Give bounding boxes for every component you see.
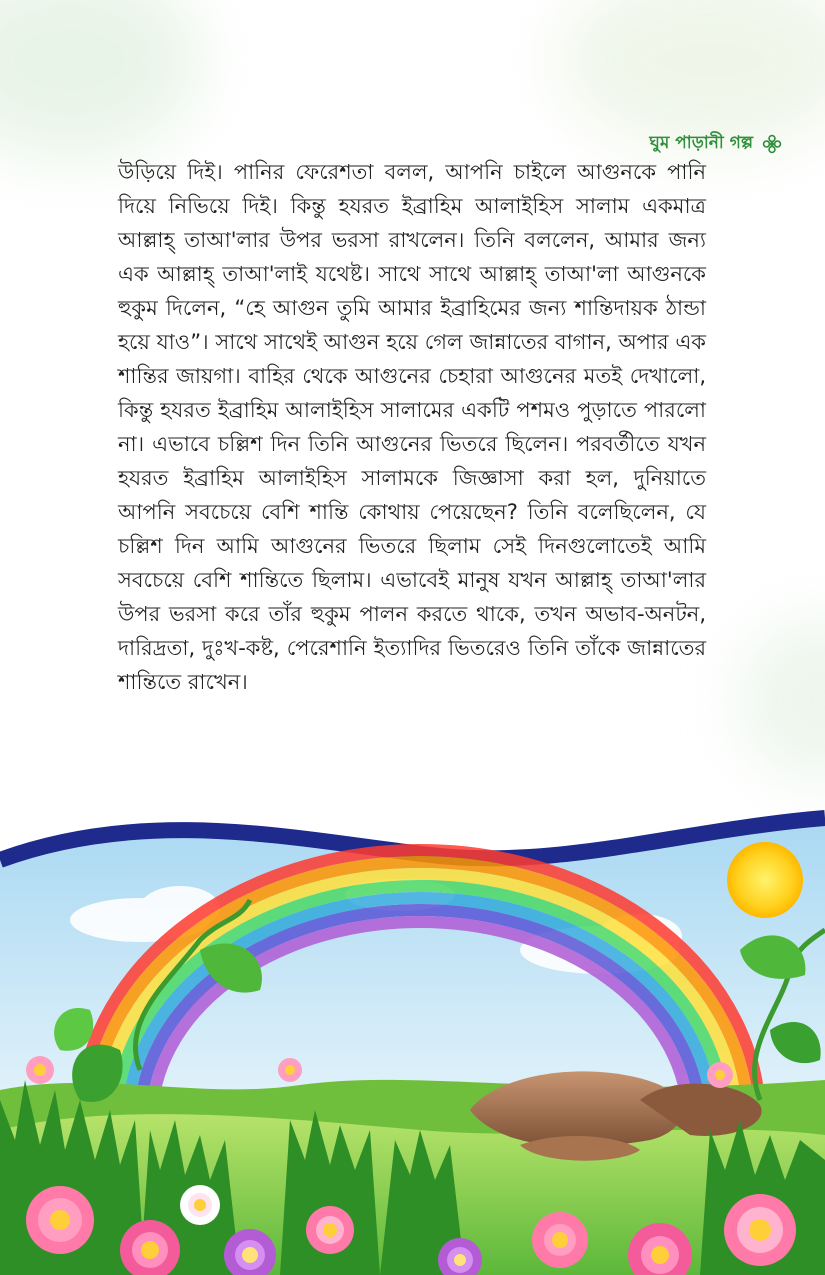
background-wash-top-left bbox=[0, 0, 200, 160]
background-wash-top-right bbox=[560, 0, 825, 150]
story-paragraph: উড়িয়ে দিই। পানির ফেরেশতা বলল, আপনি চাইলে আগুনকে পানি দিয়ে নিভিয়ে দিই। কিন্তু হযরত ইব্রাহিম আলাইহিস সালাম একমাত্র আল্লাহ্ তাআ'লার উপর ভরসা রাখলেন। তিনি বললেন, আমার জন্য এক আল্লাহ্ তাআ'লাই যথেষ্ট। সাথে সাথে আল্লাহ্ তাআ'লা আগুনকে হুকুম দিলেন, “হে আগুন তুমি আমার ইব্রাহিমের জন্য শান্তিদায়ক ঠান্ডা হয়ে যাও”। সাথে সাথেই আগুন হয়ে গেল জান্নাতের বাগান, অপার এক শান্তির জায়গা। বাহির থেকে আগুনের চেহারা আগুনের মতই দেখালো, কিন্তু হযরত ইব্রাহিম আলাইহিস সালামের একটি পশমও পুড়াতে পারলো না। এভাবে চল্লিশ দিন তিনি আগুনের ভিতরে ছিলেন। পরবর্তীতে যখন হযরত ইব্রাহিম আলাইহিস সালামকে জিজ্ঞাসা করা হল, দুনিয়াতে আপনি সবচেয়ে বেশি শান্তি কোথায় পেয়েছেন? তিনি বলেছিলেন, যে চল্লিশ দিন আমি আগুনের ভিতরে ছিলাম সেই দিনগুলোতেই আমি সবচেয়ে বেশি শান্তিতে ছিলাম। এভাবেই মানুষ যখন আল্লাহ্ তাআ'লার উপর ভরসা করে তাঁর হুকুম পালন করতে থাকে, তখন অভাব-অনটন, দারিদ্রতা, দুঃখ-কষ্ট, পেরেশানি ইত্যাদির ভিতরেও তিনি তাঁকে জান্নাতের শান্তিতে রাখেন। bbox=[118, 160, 706, 694]
background-wash-right bbox=[740, 620, 825, 780]
rainbow-garden-illustration bbox=[0, 800, 825, 1275]
running-header bbox=[649, 130, 783, 158]
sun bbox=[727, 842, 803, 918]
flower-ornament-icon bbox=[761, 133, 783, 155]
header-title: ঘুম পাড়ানী গল্প bbox=[649, 133, 753, 153]
